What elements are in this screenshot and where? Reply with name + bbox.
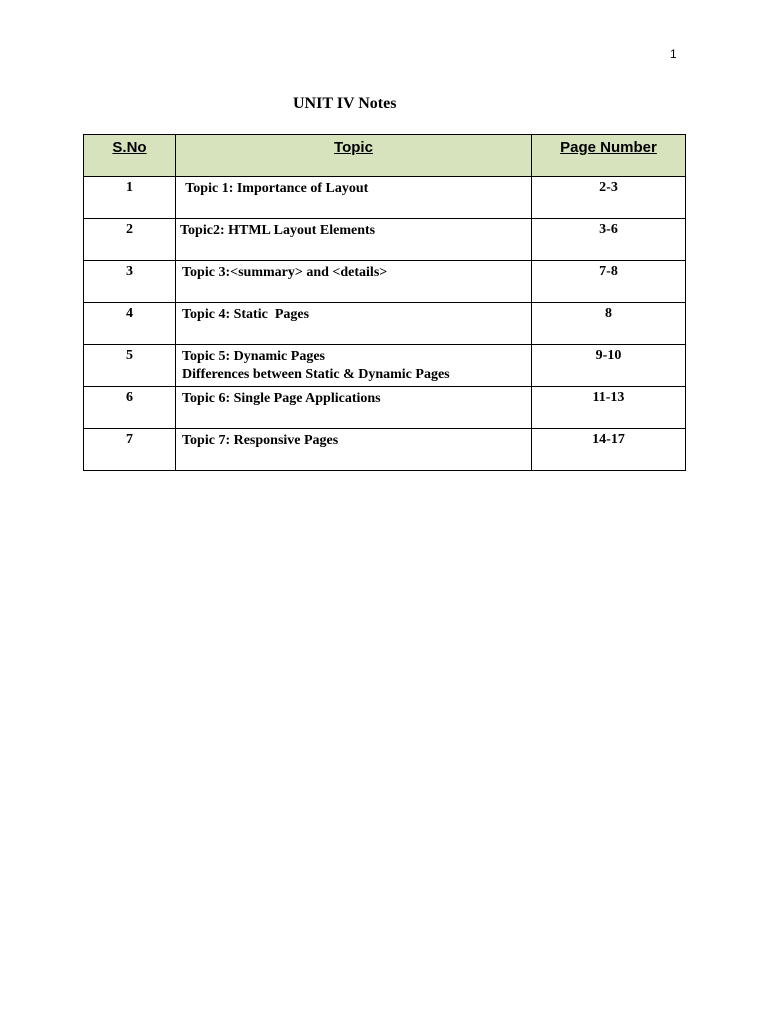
row-topic	[176, 219, 532, 261]
row-topic	[176, 177, 532, 219]
topic-text: Topic 4: Static Pages	[182, 307, 310, 322]
contents-table	[83, 134, 686, 471]
page-number: 1	[670, 47, 677, 61]
topic-text: Topic 3:<summary> and <details>	[182, 265, 388, 280]
row-pages: 9-10	[532, 345, 686, 387]
row-sno: 4	[84, 303, 176, 345]
topic-text: Topic2: HTML Layout Elements	[180, 223, 376, 238]
document-title: UNIT IV Notes	[293, 95, 397, 112]
table-row	[84, 345, 686, 387]
table-row	[84, 177, 686, 219]
topic-text: Topic 1: Importance of Layout	[182, 181, 369, 196]
header-page-number: Page Number	[532, 135, 686, 177]
row-topic	[176, 345, 532, 387]
table-row	[84, 261, 686, 303]
topic-subtext: Differences between Static & Dynamic Pages	[182, 367, 450, 382]
header-topic: Topic	[176, 135, 532, 177]
row-sno: 6	[84, 387, 176, 429]
table-row	[84, 219, 686, 261]
row-pages: 14-17	[532, 429, 686, 471]
topic-text: Topic 7: Responsive Pages	[182, 433, 339, 448]
row-sno: 5	[84, 345, 176, 387]
row-pages: 11-13	[532, 387, 686, 429]
row-sno: 3	[84, 261, 176, 303]
table-row	[84, 303, 686, 345]
topic-text: Topic 5: Dynamic Pages	[182, 349, 325, 364]
row-sno: 2	[84, 219, 176, 261]
row-topic	[176, 387, 532, 429]
header-row	[84, 135, 686, 177]
header-sno: S.No	[84, 135, 176, 177]
row-pages: 3-6	[532, 219, 686, 261]
row-topic	[176, 429, 532, 471]
row-topic	[176, 261, 532, 303]
topic-text: Topic 6: Single Page Applications	[182, 391, 381, 406]
row-sno: 7	[84, 429, 176, 471]
row-sno: 1	[84, 177, 176, 219]
row-pages: 2-3	[532, 177, 686, 219]
table-row	[84, 429, 686, 471]
row-pages: 8	[532, 303, 686, 345]
row-topic	[176, 303, 532, 345]
table-row	[84, 387, 686, 429]
row-pages: 7-8	[532, 261, 686, 303]
